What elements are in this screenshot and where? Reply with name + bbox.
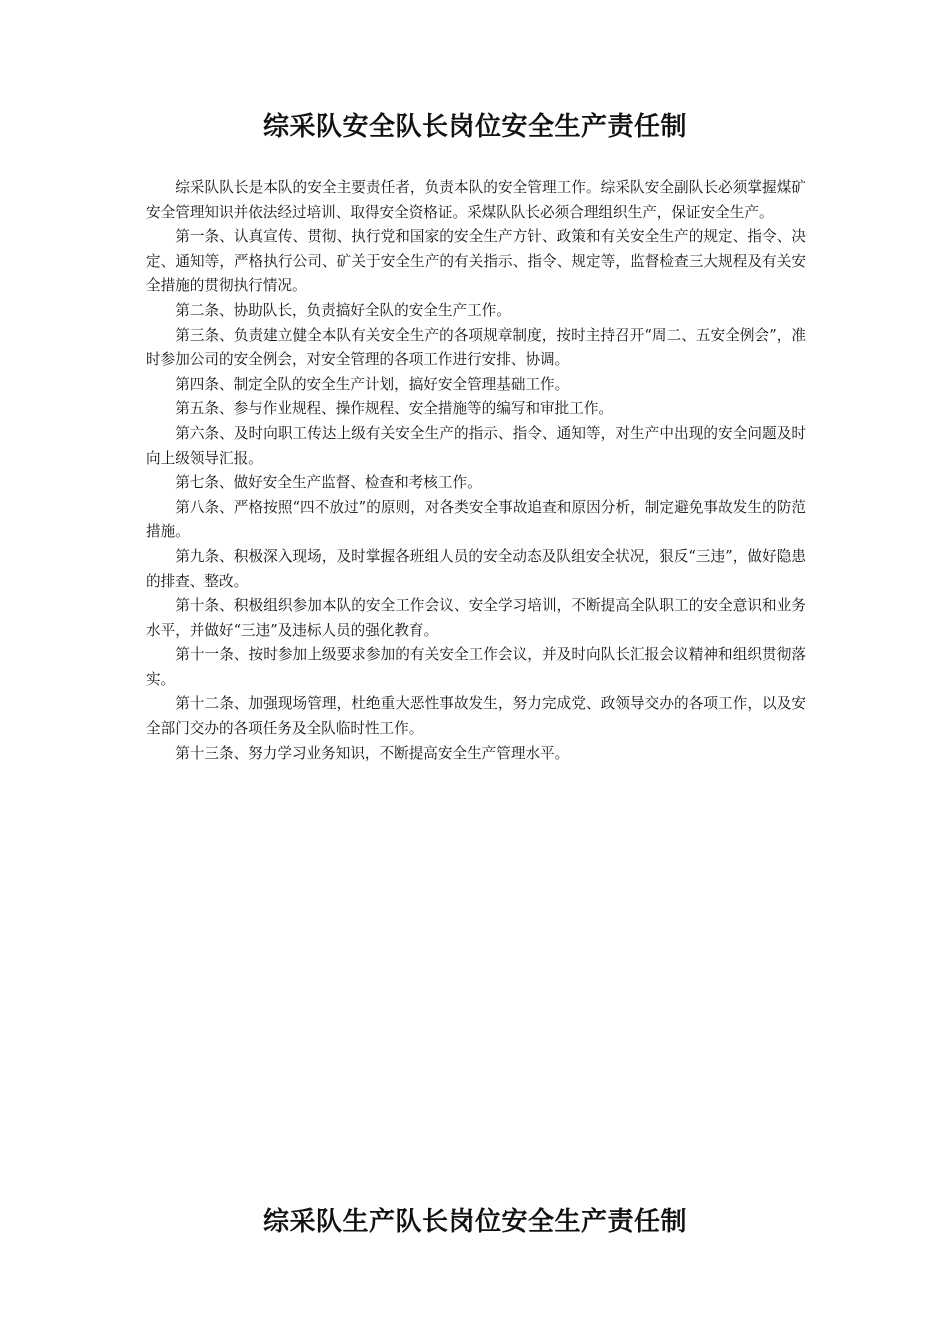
document-body [146,176,806,766]
article-7: 第七条、做好安全生产监督、检查和考核工作。 [175,474,482,492]
article-1: 第一条、认真宣传、贯彻、执行党和国家的安全生产方针、政策和有关安全生产的规定、指令、决定、通知等，严格执行公司、矿关于安全生产的有关指示、指令、规定等，监督检查三大规程及有关安全措施的贯彻执行情况。 [146,228,806,295]
article-12: 第十二条、加强现场管理，杜绝重大恶性事故发生，努力完成党、政领导交办的各项工作，以及安全部门交办的各项任务及全队临时性工作。 [146,695,806,738]
article-5: 第五条、参与作业规程、操作规程、安全措施等的编写和审批工作。 [175,400,614,418]
article-6: 第六条、及时向职工传达上级有关安全生产的指示、指令、通知等，对生产中出现的安全问题及时向上级领导汇报。 [146,424,806,467]
next-section-title: 综采队生产队长岗位安全生产责任制 [262,1207,687,1237]
article-3: 第三条、负责建立健全本队有关安全生产的各项规章制度，按时主持召开“周二、五安全例会”，准时参加公司的安全例会，对安全管理的各项工作进行安排、协调。 [146,326,806,369]
article-4: 第四条、制定全队的安全生产计划，搞好安全管理基础工作。 [175,375,570,393]
article-8: 第八条、严格按照“四不放过”的原则，对各类安全事故追查和原因分析，制定避免事故发生的防范措施。 [146,498,806,541]
article-13: 第十三条、努力学习业务知识，不断提高安全生产管理水平。 [175,744,570,762]
article-2: 第二条、协助队长，负责搞好全队的安全生产工作。 [175,301,511,319]
document-title: 综采队安全队长岗位安全生产责任制 [262,112,687,142]
intro-paragraph: 综采队队长是本队的安全主要责任者，负责本队的安全管理工作。综采队安全副队长必须掌握煤矿安全管理知识并依法经过培训、取得安全资格证。采煤队队长必须合理组织生产，保证安全生产。 [146,179,806,221]
article-10: 第十条、积极组织参加本队的安全工作会议、安全学习培训，不断提高全队职工的安全意识和业务水平，并做好“三违”及违标人员的强化教育。 [146,597,806,639]
article-9: 第九条、积极深入现场，及时掌握各班组人员的安全动态及队组安全状况，狠反“三违”，做好隐患的排查、整改。 [146,547,806,590]
article-11: 第十一条、按时参加上级要求参加的有关安全工作会议，并及时向队长汇报会议精神和组织贯彻落实。 [146,646,806,688]
